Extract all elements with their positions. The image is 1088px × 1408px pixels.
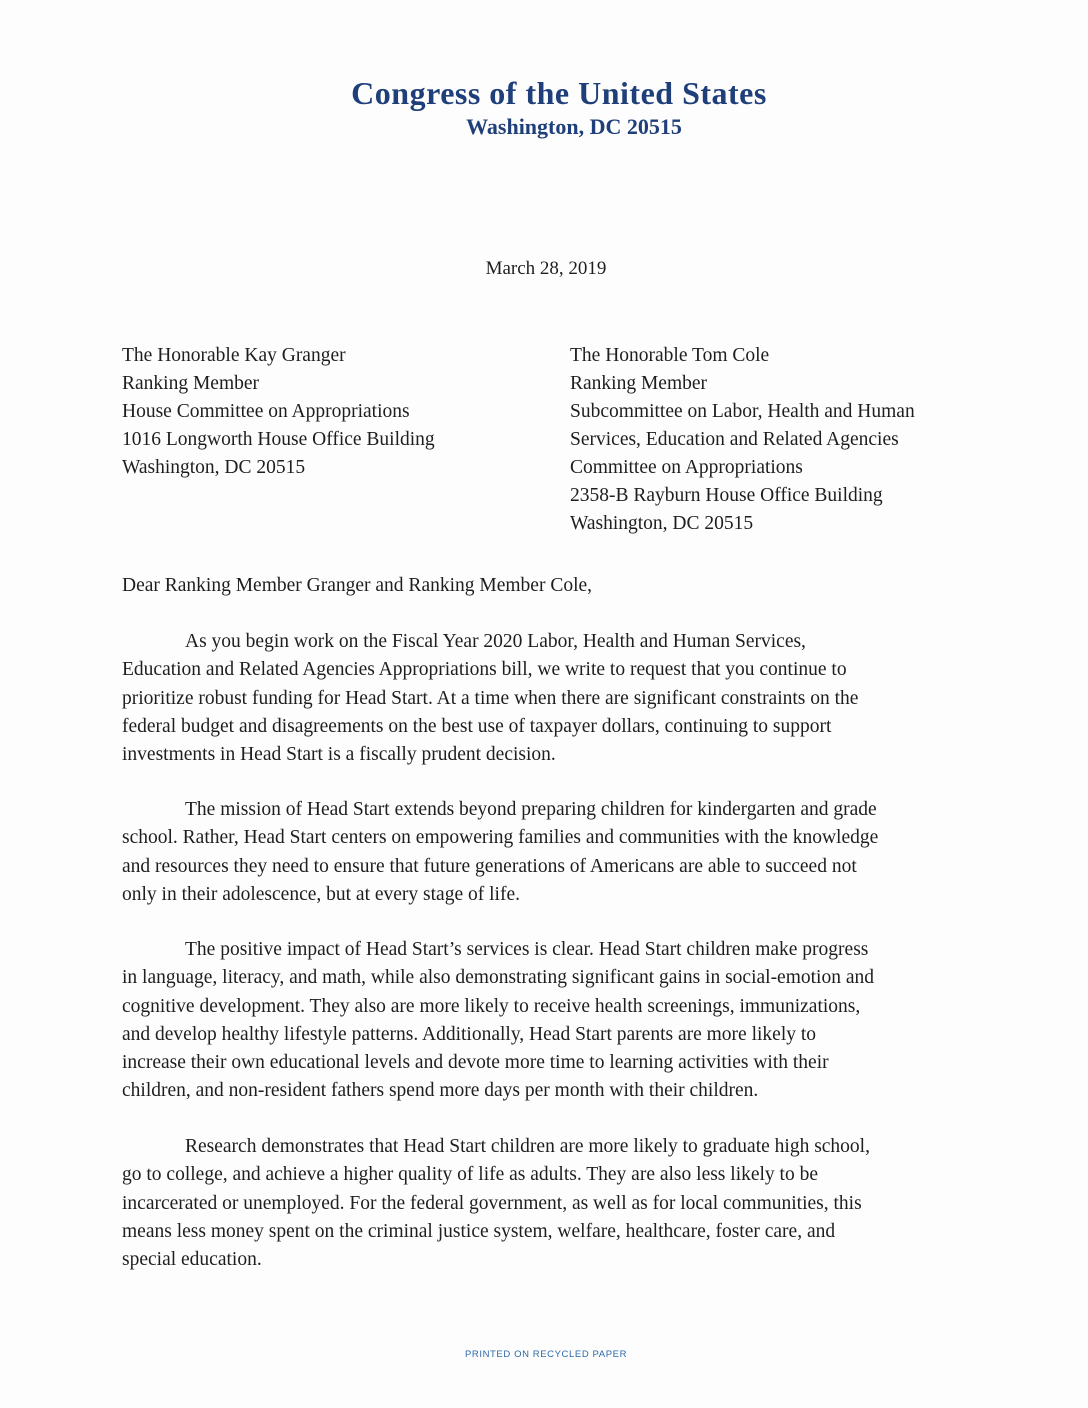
address-line: Committee on Appropriations <box>570 457 803 478</box>
address-line: Washington, DC 20515 <box>122 457 306 478</box>
recycled-paper-footer: PRINTED ON RECYCLED PAPER <box>464 1349 628 1360</box>
address-line: Subcommittee on Labor, Health and Human <box>570 401 915 422</box>
address-line: Washington, DC 20515 <box>570 513 754 534</box>
paragraph-line: go to college, and achieve a higher quality of life as adults. They are also less likely to be <box>122 1164 819 1186</box>
paragraph-line: school. Rather, Head Start centers on empowering families and communities with the knowledge <box>122 827 879 849</box>
paragraph-line: cognitive development. They also are more likely to receive health screenings, immunizations, <box>122 995 861 1017</box>
letterhead-subtitle: Washington, DC 20515 <box>466 114 682 139</box>
paragraph-line: in language, literacy, and math, while also demonstrating significant gains in social-emotion and <box>122 967 874 989</box>
body-paragraph <box>122 936 952 1106</box>
address-line: 1016 Longworth House Office Building <box>122 429 435 450</box>
paragraph-line: The mission of Head Start extends beyond preparing children for kindergarten and grade <box>185 799 877 820</box>
recipient-address-right <box>570 342 915 538</box>
address-line: Ranking Member <box>122 373 260 394</box>
paragraph-line: and develop healthy lifestyle patterns. Additionally, Head Start parents are more likely to <box>122 1023 817 1045</box>
paragraph-line: only in their adolescence, but at every stage of life. <box>122 883 520 905</box>
paragraph-line: means less money spent on the criminal justice system, welfare, healthcare, foster care, and <box>122 1220 836 1242</box>
address-line: 2358-B Rayburn House Office Building <box>570 485 883 506</box>
paragraph-line: children, and non-resident fathers spend more days per month with their children. <box>122 1080 759 1102</box>
recipient-address-left <box>122 342 435 482</box>
body-paragraph <box>122 628 952 769</box>
paragraph-line: increase their own educational levels and devote more time to learning activities with their <box>122 1052 829 1074</box>
paragraph-line: The positive impact of Head Start’s services is clear. Head Start children make progress <box>185 939 869 960</box>
paragraph-line: Research demonstrates that Head Start children are more likely to graduate high school, <box>185 1136 870 1157</box>
address-line: House Committee on Appropriations <box>122 401 410 422</box>
address-line: Services, Education and Related Agencies <box>570 429 899 450</box>
paragraph-line: and resources they need to ensure that future generations of Americans are able to succeed not <box>122 855 857 877</box>
paragraph-line: special education. <box>122 1249 262 1271</box>
address-line: Ranking Member <box>570 373 708 394</box>
body-paragraph <box>122 1133 952 1274</box>
body-paragraph <box>122 796 952 909</box>
paragraph-line: Education and Related Agencies Appropriations bill, we write to request that you continue to <box>122 659 847 681</box>
paragraph-line: As you begin work on the Fiscal Year 2020 Labor, Health and Human Services, <box>185 631 806 652</box>
paragraph-line: investments in Head Start is a fiscally prudent decision. <box>122 744 556 766</box>
paragraph-line: prioritize robust funding for Head Start. At a time when there are significant constraints on the <box>122 687 859 709</box>
address-line: The Honorable Tom Cole <box>570 345 770 366</box>
address-line: The Honorable Kay Granger <box>122 345 346 366</box>
paragraph-line: incarcerated or unemployed. For the federal government, as well as for local communities, this <box>122 1192 862 1214</box>
letterhead <box>0 74 1088 142</box>
letter-date: March 28, 2019 <box>485 258 607 279</box>
salutation: Dear Ranking Member Granger and Ranking Member Cole, <box>122 575 593 596</box>
letterhead-title: Congress of the United States <box>351 75 767 111</box>
paragraph-line: federal budget and disagreements on the best use of taxpayer dollars, continuing to support <box>122 715 832 737</box>
